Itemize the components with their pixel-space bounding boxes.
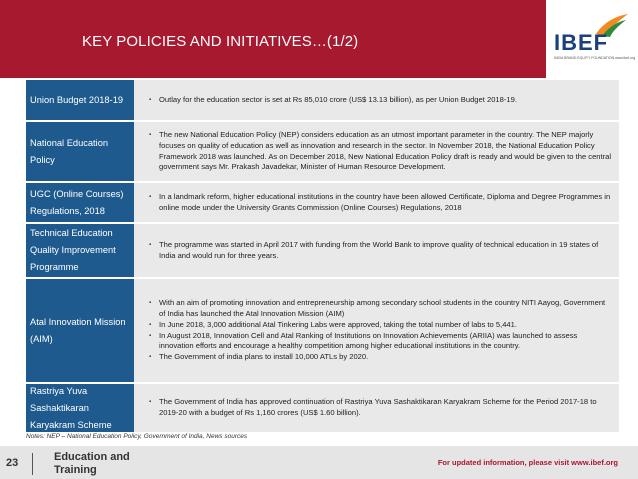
bullet-item: ▪ The Government of India has approved continuation of Rastriya Yuva Sashaktikaran Karyakram Scheme for the Period 2017-18 to 2019-20 with a budget of Rs 1,160 crores (US$ 1.60 billion). xyxy=(147,397,613,418)
footer-website-link[interactable]: For updated information, please visit www.ibef.org xyxy=(437,458,618,467)
policy-row-atal-innovation-mission xyxy=(26,279,619,382)
row-label: UGC (Online Courses) Regulations, 2018 xyxy=(26,183,134,222)
row-content xyxy=(147,80,613,120)
policy-row-union-budget xyxy=(26,80,619,120)
policy-row-teqip xyxy=(26,224,619,277)
policy-row-ugc-online-courses xyxy=(26,183,619,222)
footer xyxy=(0,446,638,479)
bullet-item: ▪ In August 2018, Innovation Cell and Atal Ranking of Institutions on Innovation Achievements (ARIIA) was launched to assess innovation efforts and encourage a healthy competition among higher educational institutions in the country. xyxy=(147,331,613,352)
bullet-item: ▪ With an aim of promoting innovation and entrepreneurship among secondary school students in the country NITI Aayog, Government of India has launched the Atal Innovation Mission (AIM) xyxy=(147,298,613,319)
bullet-list xyxy=(147,130,613,173)
bullet-item: ▪ The new National Education Policy (NEP) considers education as an utmost important parameter in the country. The NEP majorly focuses on quality of education as well as innovation and research in the sector. In November 2018, the National Education Policy Framework 2018 was launched. As on December 2018, New National Education Policy draft is ready and would be given to the central government says Mr. Prakash Javadekar, Minister of Human Resource Development. xyxy=(147,130,613,173)
footer-divider xyxy=(32,453,33,475)
bullet-item: ▪ In a landmark reform, higher educational institutions in the country have been allowed Certificate, Diploma and Degree Programmes in online mode under the University Grants Commission (Online Courses) Regulations, 2018 xyxy=(147,192,613,213)
ibef-logo[interactable] xyxy=(546,0,638,78)
bullet-item: ▪ The Government of india plans to install 10,000 ATLs by 2020. xyxy=(147,352,613,363)
bullet-list xyxy=(147,95,613,106)
bullet-list xyxy=(147,298,613,362)
bullet-item: ▪ The programme was started in April 2017 with funding from the World Bank to improve quality of technical education in 19 states of India and would run for three years. xyxy=(147,240,613,261)
row-label: Rastriya Yuva Sashaktikaran Karyakram Scheme xyxy=(26,384,134,432)
row-label: National Education Policy xyxy=(26,122,134,181)
bullet-list xyxy=(147,192,613,213)
row-content xyxy=(147,279,613,382)
bullet-item: ▪ In June 2018, 3,000 additional Atal Tinkering Labs were approved, taking the total number of labs to 5,441. xyxy=(147,320,613,331)
notes: Notes: NEP – National Education Policy, Government of India, News sources xyxy=(26,433,248,440)
page-number: 23 xyxy=(6,457,19,469)
row-label: Technical Education Quality Improvement Programme xyxy=(26,224,134,277)
row-label: Atal Innovation Mission (AIM) xyxy=(26,279,134,382)
row-content xyxy=(147,224,613,277)
bullet-item: ▪ Outlay for the education sector is set at Rs 85,010 crore (US$ 13.13 billion), as per Union Budget 2018-19. xyxy=(147,95,613,106)
logo-subtext: INDIA BRAND EQUITY FOUNDATION www.ibef.org xyxy=(554,56,636,60)
row-content xyxy=(147,122,613,181)
page-title: KEY POLICIES AND INITIATIVES…(1/2) xyxy=(82,33,359,50)
footer-section-title: Education and Training xyxy=(54,451,130,476)
policy-row-rastriya-yuva xyxy=(26,384,619,432)
logo-text: IBEF xyxy=(554,30,609,55)
header xyxy=(0,0,638,78)
policy-row-national-education-policy xyxy=(26,122,619,181)
row-label: Union Budget 2018-19 xyxy=(26,80,134,120)
bullet-list xyxy=(147,397,613,418)
header-band xyxy=(0,0,546,78)
row-content xyxy=(147,384,613,432)
bullet-list xyxy=(147,240,613,261)
row-content xyxy=(147,183,613,222)
